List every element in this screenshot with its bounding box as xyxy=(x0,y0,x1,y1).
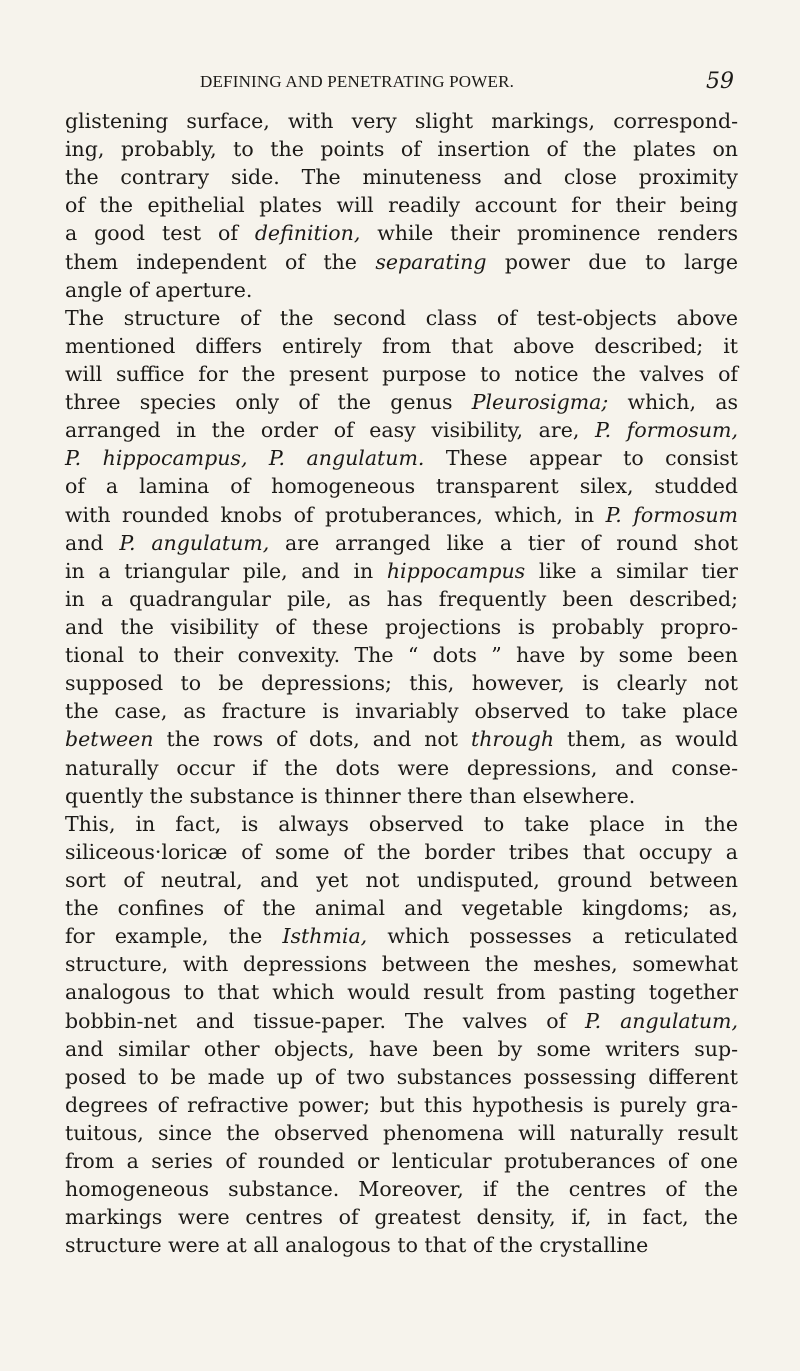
page-number: 59 xyxy=(706,69,734,94)
text-run: them, as would xyxy=(554,727,738,752)
text-line xyxy=(65,894,738,922)
text-run: naturally occur if the dots were depressions, and conse- xyxy=(65,755,738,780)
text-run: in a triangular pile, and in xyxy=(65,558,387,583)
text-run: in a quadrangular pile, as has frequently been described; xyxy=(65,586,738,611)
text-line xyxy=(65,782,738,810)
italic-text: hippocampus xyxy=(386,558,526,583)
running-head: DEFINING AND PENETRATING POWER. xyxy=(200,72,515,91)
text-run: of the epithelial plates will readily account for their being xyxy=(65,193,738,218)
text-run: quently the substance is thinner there than elsewhere. xyxy=(65,783,636,808)
text-line xyxy=(65,248,738,276)
text-run: homogeneous substance. Moreover, if the centres of the xyxy=(65,1177,738,1202)
text-run: supposed to be depressions; this, however, is clearly not xyxy=(65,671,738,696)
text-line xyxy=(65,276,738,304)
text-run: These appear to consist xyxy=(424,446,738,471)
text-line xyxy=(65,1175,738,1203)
text-run: glistening surface, with very slight markings, correspond- xyxy=(65,109,738,133)
text-line xyxy=(65,388,738,416)
text-line xyxy=(65,754,738,782)
text-run: the case, as fracture is invariably observed to take place xyxy=(65,699,738,724)
text-line xyxy=(65,641,738,669)
text-run: power due to large xyxy=(486,249,738,274)
text-line xyxy=(65,978,738,1006)
text-line xyxy=(65,866,738,894)
text-line xyxy=(65,922,738,950)
text-run: tional to their convexity. The “ dots ” have by some been xyxy=(65,643,738,668)
text-run: structure were at all analogous to that of the crystalline xyxy=(65,1233,649,1258)
italic-text: through xyxy=(470,727,555,752)
text-line xyxy=(65,219,738,247)
italic-text: separating xyxy=(375,249,487,274)
text-line xyxy=(65,1063,738,1091)
text-run: like a similar tier xyxy=(525,558,738,583)
text-line xyxy=(65,1231,738,1259)
text-run: which possesses a reticulated xyxy=(367,924,738,949)
italic-text: P. formosum xyxy=(605,502,738,527)
italic-text: P. angulatum, xyxy=(119,530,270,555)
text-line xyxy=(65,529,738,557)
text-run: while their prominence renders xyxy=(360,221,738,246)
text-line xyxy=(65,135,738,163)
italic-text: P. formosum, xyxy=(594,418,738,443)
text-run: This, in fact, is always observed to take place in the xyxy=(65,811,738,836)
text-line xyxy=(65,304,738,332)
text-run: from a series of rounded or lenticular protuberances of one xyxy=(65,1149,738,1174)
text-line xyxy=(65,1203,738,1231)
text-run: structure, with depressions between the meshes, somewhat xyxy=(65,952,738,977)
text-line xyxy=(65,332,738,360)
text-line xyxy=(65,613,738,641)
text-run: a good test of xyxy=(65,221,255,246)
text-run: bobbin-net and tissue-paper. The valves of xyxy=(65,1008,586,1033)
text-run: will suffice for the present purpose to notice the valves of xyxy=(65,361,738,386)
text-run: three species only of the genus xyxy=(65,390,472,415)
text-line xyxy=(65,950,738,978)
text-line xyxy=(65,472,738,500)
text-run: markings were centres of greatest density, if, in fact, the xyxy=(65,1205,738,1230)
text-line xyxy=(65,501,738,529)
text-run: the confines of the animal and vegetable kingdoms; as, xyxy=(65,896,738,921)
text-run: the rows of dots, and not xyxy=(153,727,471,752)
text-line xyxy=(65,1119,738,1147)
text-run: are arranged like a tier of round shot xyxy=(269,530,738,555)
text-line xyxy=(65,107,738,135)
text-line xyxy=(65,697,738,725)
text-line xyxy=(65,191,738,219)
text-run: them independent of the xyxy=(65,249,376,274)
text-run: posed to be made up of two substances possessing different xyxy=(65,1064,738,1089)
text-line xyxy=(65,360,738,388)
text-run: and similar other objects, have been by some writers sup- xyxy=(65,1036,738,1061)
body-text xyxy=(65,107,738,1259)
italic-text: P. hippocampus, P. angulatum. xyxy=(65,446,425,471)
text-run: mentioned differs entirely from that above described; it xyxy=(65,333,738,358)
text-line xyxy=(65,557,738,585)
text-line xyxy=(65,810,738,838)
text-run: The structure of the second class of test-objects above xyxy=(65,305,738,330)
text-line xyxy=(65,1035,738,1063)
text-run: ing, probably, to the points of insertion of the plates on xyxy=(65,137,738,162)
text-run: tuitous, since the observed phenomena will naturally result xyxy=(65,1120,738,1145)
text-line xyxy=(65,163,738,191)
text-run: which, as xyxy=(608,390,738,415)
text-line xyxy=(65,838,738,866)
text-line xyxy=(65,725,738,753)
text-run: arranged in the order of easy visibility, are, xyxy=(65,418,595,443)
text-run: degrees of refractive power; but this hypothesis is purely gra- xyxy=(65,1092,738,1117)
italic-text: Pleurosigma; xyxy=(471,390,609,415)
text-line xyxy=(65,669,738,697)
italic-text: P. angulatum, xyxy=(585,1008,738,1033)
text-run: for example, the xyxy=(65,924,283,949)
italic-text: definition, xyxy=(254,221,361,246)
text-run: analogous to that which would result from pasting together xyxy=(65,980,738,1005)
italic-text: Isthmia, xyxy=(282,924,368,949)
text-line xyxy=(65,444,738,472)
text-run: and the visibility of these projections is probably propro- xyxy=(65,614,738,639)
text-line xyxy=(65,1007,738,1035)
text-run: and xyxy=(65,530,120,555)
text-line xyxy=(65,1091,738,1119)
text-run: angle of aperture. xyxy=(65,277,253,302)
text-run: the contrary side. The minuteness and close proximity xyxy=(65,165,738,190)
text-run: of a lamina of homogeneous transparent silex, studded xyxy=(65,474,738,499)
text-line xyxy=(65,1147,738,1175)
text-run: sort of neutral, and yet not undisputed, ground between xyxy=(65,867,738,892)
text-line xyxy=(65,585,738,613)
text-run: siliceous·loricæ of some of the border tribes that occupy a xyxy=(65,839,738,864)
text-run: with rounded knobs of protuberances, which, in xyxy=(65,502,606,527)
italic-text: between xyxy=(65,727,154,752)
text-line xyxy=(65,416,738,444)
